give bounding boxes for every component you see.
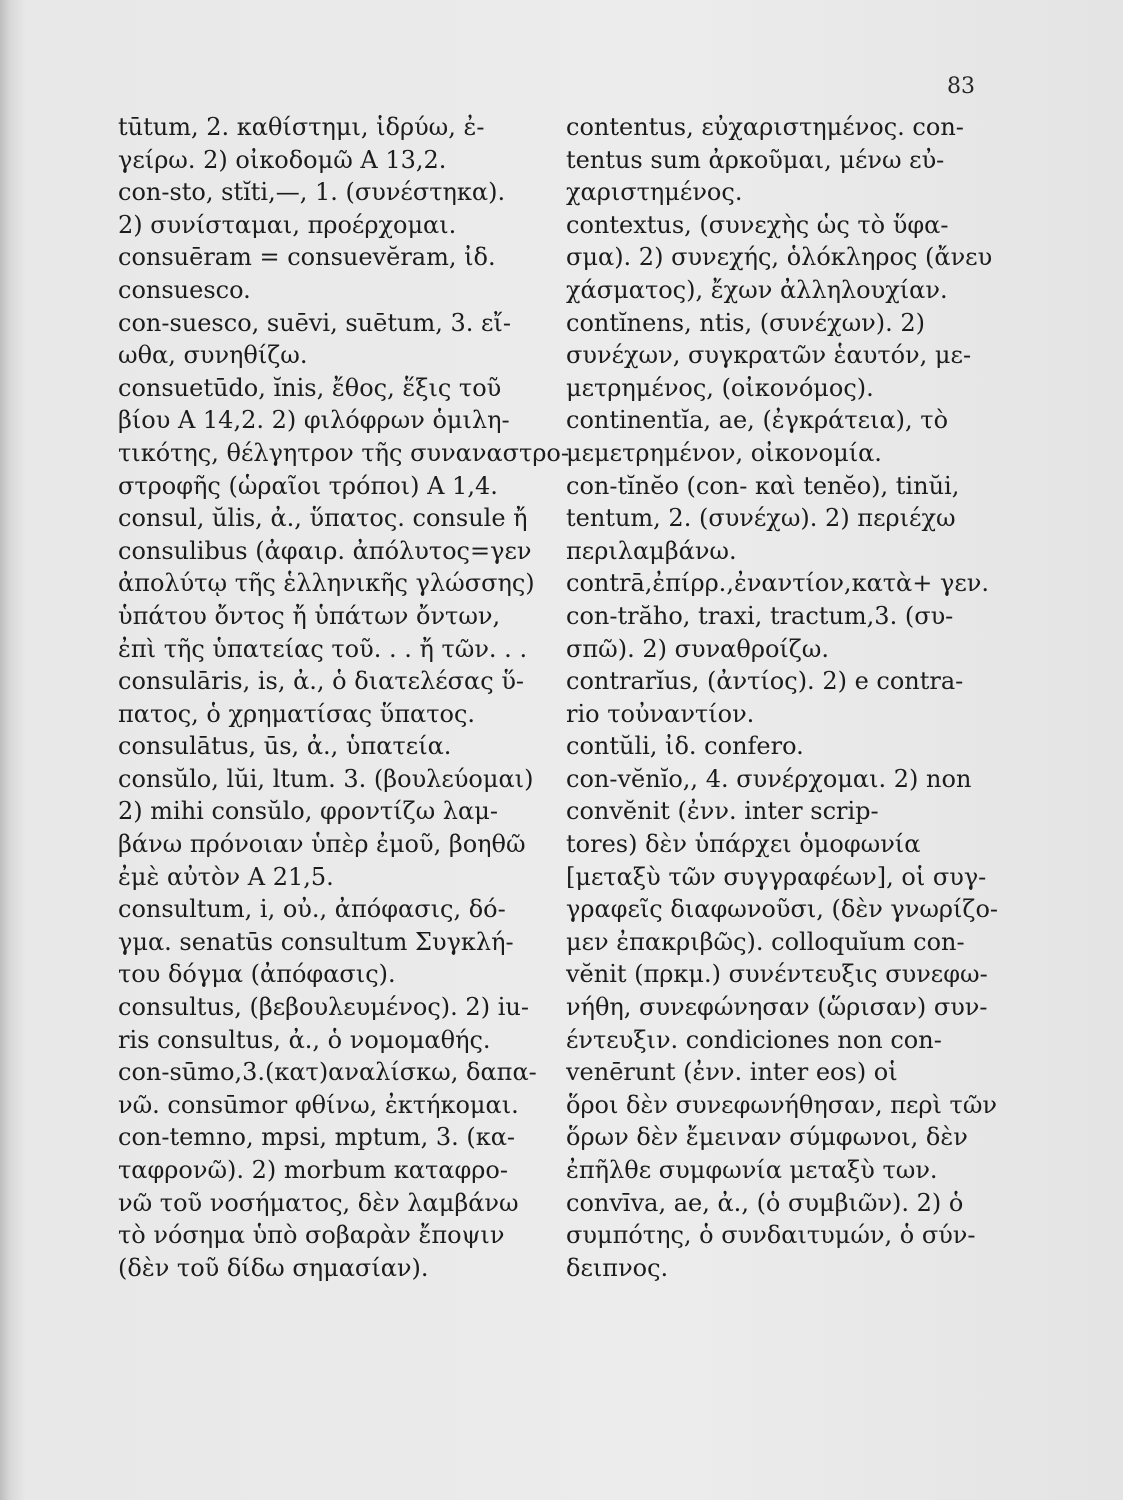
page-number: 83 (947, 74, 975, 99)
entry-line: τὸ νόσημα ὑπὸ σοβαρὰν ἔποψιν (118, 1221, 505, 1250)
entry-line: ἀπολύτῳ τῆς ἑλληνικῆς γλώσσης) (118, 569, 535, 598)
entry-line: consultus, (βεβουλευμένος). 2) iu- (118, 993, 529, 1022)
entry-line: νῶ τοῦ νοσήματος, δὲν λαμβάνω (118, 1188, 519, 1217)
entry-line: 2) mihi consŭlo, φροντίζω λαμ- (118, 797, 498, 826)
entry-line: con-trăho, traxi, tractum,3. (συ- (566, 601, 954, 630)
entry-line: βάνω πρόνοιαν ὑπὲρ ἐμοῦ, βοηθῶ (118, 830, 526, 859)
entry-line: contrarĭus, (ἀντίος). 2) e contra- (566, 667, 964, 696)
entry-line: continentĭa, ae, (ἐγκράτεια), τὸ (566, 406, 949, 435)
entry-line: έντευξιν. condiciones non con- (566, 1025, 942, 1054)
entry-line: consulibus (ἀφαιρ. ἀπόλυτος=γεν (118, 536, 532, 565)
entry-line: consuesco. (118, 275, 251, 304)
entry-line: consulāris, is, ἀ., ὁ διατελέσας ὕ- (118, 667, 525, 696)
entry-line: con-vĕnĭo,, 4. συνέρχομαι. 2) non (566, 764, 972, 793)
entry-line: con-sto, stĭti,—, 1. (συνέστηκα). (118, 178, 506, 207)
entry-line: γείρω. 2) οἰκοδομῶ Α 13,2. (118, 145, 447, 174)
entry-line: τικότης, θέλγητρον τῆς συναναστρο- (118, 438, 569, 467)
entry-line: con-temno, mpsi, mptum, 3. (κα- (118, 1123, 516, 1152)
entry-line: ἐπῆλθε συμφωνία μεταξὺ των. (566, 1156, 938, 1184)
entry-line: ἐμὲ αὐτὸν Α 21,5. (118, 862, 334, 891)
entry-line: ωθα, συνηθίζω. (118, 341, 308, 370)
entry-line: συνέχων, συγκρατῶν ἑαυτόν, με- (566, 341, 972, 370)
entry-line: consultum, i, οὐ., ἀπόφασις, δό- (118, 895, 506, 924)
entry-line: consŭlo, lŭi, ltum. 3. (βουλεύομαι) (118, 764, 534, 793)
entry-line: contĭnens, ntis, (συνέχων). 2) (566, 308, 926, 337)
entry-line: consuēram = consuevĕram, ἰδ. (118, 243, 496, 272)
entry-line: consulātus, ūs, ἀ., ὑπατεία. (118, 732, 452, 761)
entry-line: contŭli, ἰδ. confero. (566, 732, 804, 761)
entry-line: tūtum, 2. καθίστημι, ἱδρύω, ἐ- (118, 113, 485, 141)
entry-line: ἐπὶ τῆς ὑπατείας τοῦ. . . ἤ τῶν. . . (118, 634, 528, 663)
entry-line: ὅροι δὲν συνεφωνήθησαν, περὶ τῶν (566, 1090, 997, 1119)
entry-line: con-suesco, suēvi, suētum, 3. εἴ- (118, 308, 511, 337)
entry-line: convĕnit (ἐνν. inter scrip- (566, 797, 879, 826)
entry-line: νῶ. consūmor φθίνω, ἐκτήκομαι. (118, 1090, 519, 1119)
entry-line: ταφρονῶ). 2) morbum καταφρο- (118, 1156, 508, 1184)
entry-line: βίου Α 14,2. 2) φιλόφρων ὁμιλη- (118, 406, 510, 435)
entry-line: con-sūmo,3.(κατ)αναλίσκω, δαπα- (118, 1058, 537, 1087)
entry-line: con-tĭnĕo (con- καὶ tenĕo), tinŭi, (566, 471, 960, 500)
entry-line: convīva, ae, ἀ., (ὁ συμβιῶν). 2) ὁ (566, 1188, 964, 1217)
entry-line: γμα. senatūs consultum Συγκλή- (118, 927, 514, 956)
entry-line: χαριστημένος. (566, 178, 743, 207)
entry-line: ὑπάτου ὄντος ἤ ὑπάτων ὄντων, (118, 601, 501, 630)
entry-line: tentus sum ἀρκοῦμαι, μένω εὐ- (566, 145, 945, 174)
entry-line: contrā,ἐπίρρ.,ἐναντίον,κατὰ+ γεν. (566, 569, 989, 598)
entry-line: vĕnit (πρκμ.) συνέντευξις συνεφω- (566, 960, 988, 989)
left-column (118, 111, 569, 1284)
entry-line: (δὲν τοῦ δίδω σημασίαν). (118, 1253, 429, 1282)
entry-line: venērunt (ἐνν. inter eos) οἱ (566, 1058, 898, 1087)
entry-line: σπῶ). 2) συναθροίζω. (566, 634, 830, 663)
entry-line: πατος, ὁ χρηματίσας ὕπατος. (118, 699, 476, 728)
entry-line: μεν ἐπακριβῶς). colloquĭum con- (566, 927, 965, 956)
entry-line: tentum, 2. (συνέχω). 2) περιέχω (566, 504, 956, 533)
entry-line: ὅρων δὲν ἔμειναν σύμφωνοι, δὲν (566, 1123, 968, 1152)
entry-line: χάσματος), ἔχων ἀλληλουχίαν. (566, 275, 948, 304)
entry-line: στροφῆς (ὡραῖοι τρόποι) Α 1,4. (118, 471, 498, 500)
entry-line: ris consultus, ἀ., ὁ νομομαθής. (118, 1025, 491, 1054)
right-column (566, 111, 1006, 1284)
entry-line: συμπότης, ὁ συνδαιτυμών, ὁ σύν- (566, 1221, 976, 1250)
entry-line: tores) δὲν ὑπάρχει ὁμοφωνία (566, 830, 921, 859)
entry-line: μετρημένος, (οἰκονόμος). (566, 373, 874, 402)
entry-line: περιλαμβάνω. (566, 536, 737, 565)
entry-line: σμα). 2) συνεχής, ὁλόκληρος (ἄνευ (566, 243, 993, 272)
entry-line: rio τοὐναντίον. (566, 699, 755, 728)
entry-line: μεμετρημένον, οἰκονομία. (566, 438, 882, 467)
entry-line: contentus, εὐχαριστημένος. con- (566, 113, 964, 141)
entry-line: consuetūdo, ĭnis, ἔθος, ἕξις τοῦ (118, 373, 502, 402)
entry-line: δειπνος. (566, 1253, 669, 1282)
entry-line: νήθη, συνεφώνησαν (ὥρισαν) συν- (566, 993, 988, 1022)
entry-line: 2) συνίσταμαι, προέρχομαι. (118, 210, 457, 239)
entry-line: [μεταξὺ τῶν συγγραφέων], οἱ συγ- (566, 862, 987, 891)
entry-line: consul, ŭlis, ἀ., ὕπατος. consule ἤ (118, 504, 528, 533)
entry-line: του δόγμα (ἀπόφασις). (118, 960, 396, 989)
entry-line: contextus, (συνεχὴς ὡς τὸ ὕφα- (566, 210, 949, 239)
entry-line: γραφεῖς διαφωνοῦσι, (δὲν γνωρίζο- (566, 895, 998, 924)
